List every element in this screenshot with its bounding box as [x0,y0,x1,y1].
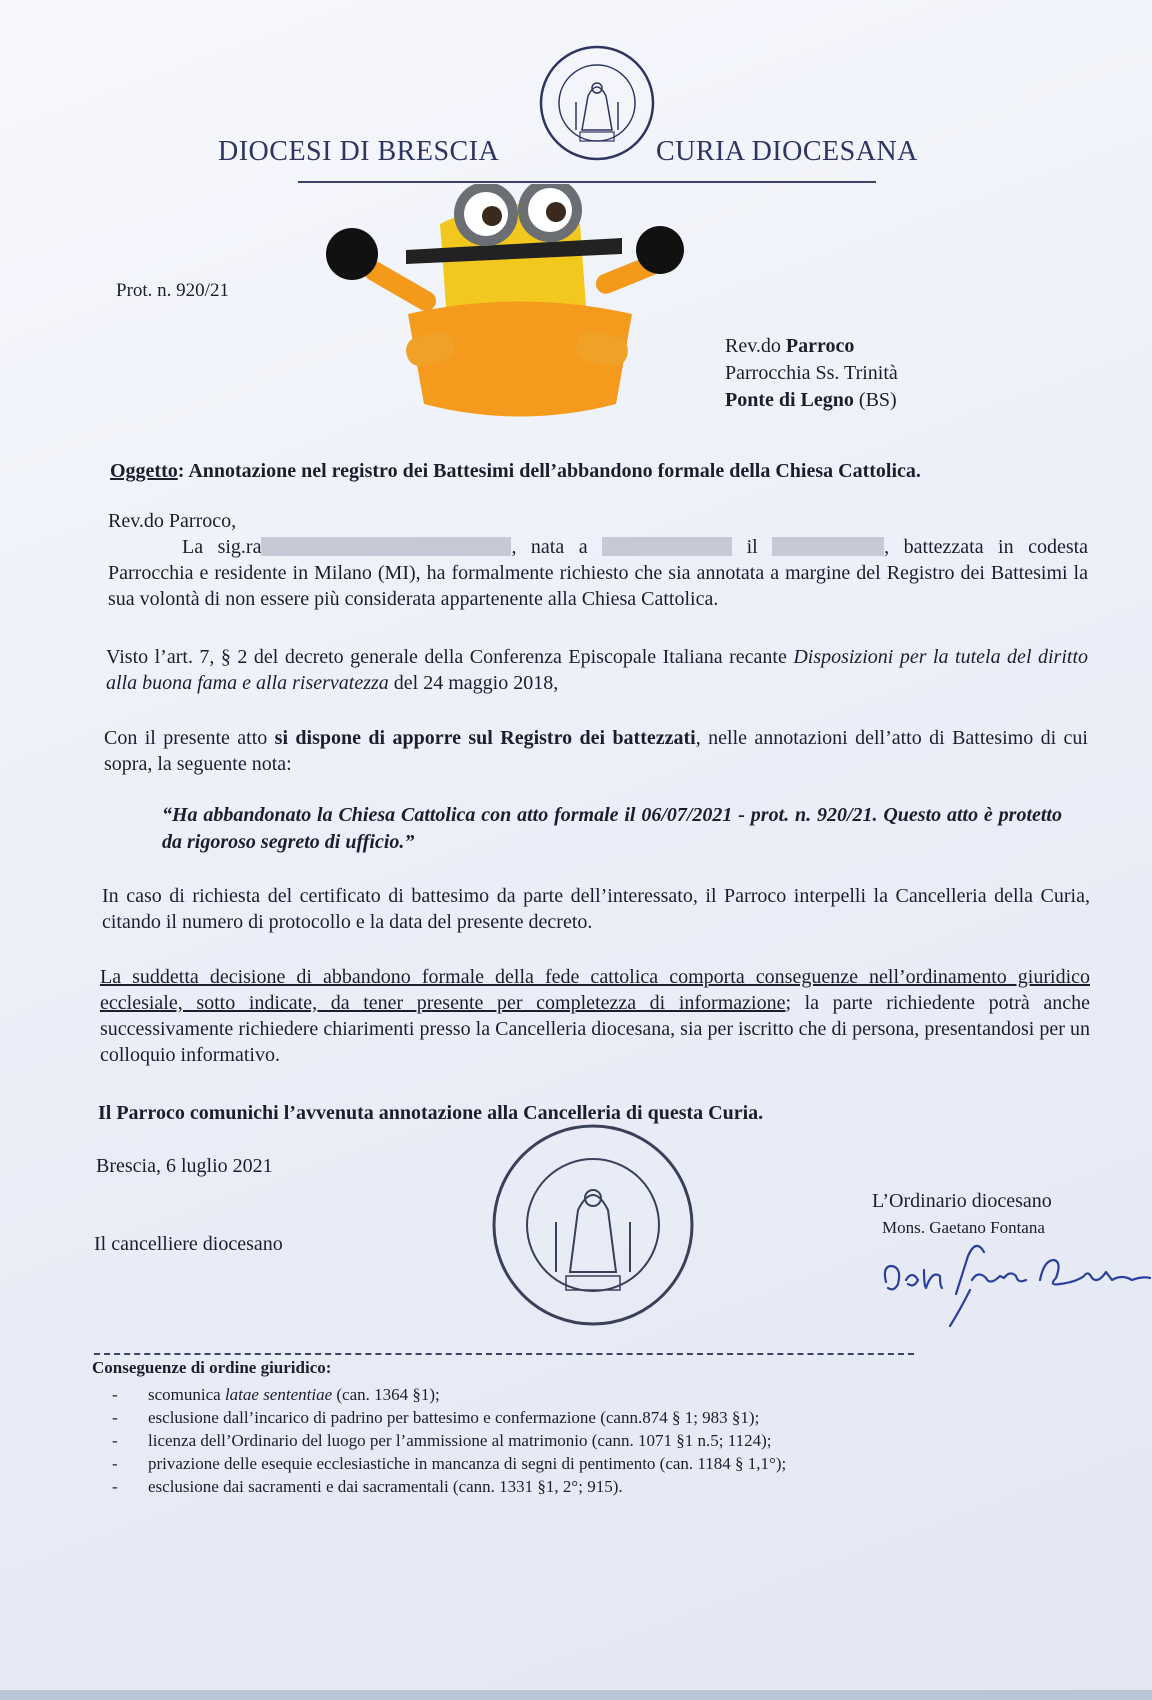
subject-line [110,460,921,483]
list-item: - privazione delle esequie ecclesiastiche in mancanza di segni di pentimento (can. 1184 § 1,1°); [108,1452,786,1475]
letterhead-rule [298,181,876,183]
redacted-birthplace [602,537,732,556]
handwritten-signature [880,1230,1152,1330]
redacted-birthdate [772,537,884,556]
consequences-list [108,1383,786,1498]
chancellor-label: Il cancelliere diocesano [94,1233,283,1255]
salutation: Rev.do Parroco, [108,510,237,532]
redacted-name [261,537,511,556]
paragraph-disposition: Con il presente atto si dispone di apporre sul Registro dei battezzati, nelle annotazioni dell’atto di Battesimo di cui sopra, la seguente nota: [104,727,1088,775]
diocese-seal-top [538,44,656,162]
list-item: - licenza dell’Ordinario del luogo per l’ammissione al matrimonio (cann. 1071 §1 n.5; 1124); [108,1429,786,1452]
curia-seal-stamp [490,1122,696,1328]
recipient-line-3: Ponte di Legno (BS) [725,389,897,411]
recipient-line-1: Rev.do Parroco [725,335,855,357]
section-divider [94,1353,914,1355]
protocol-number: Prot. n. 920/21 [116,280,229,301]
closing-instruction: Il Parroco comunichi l’avvenuta annotazione alla Cancelleria di questa Curia. [98,1102,764,1124]
consequences-title: Conseguenze di ordine giuridico: [92,1358,332,1377]
list-item: - scomunica latae sententiae (can. 1364 §1); [108,1383,786,1406]
subject-label: Oggetto [110,460,178,482]
paragraph-decree: Visto l’art. 7, § 2 del decreto generale della Conferenza Episcopale Italiana recante Disposizioni per la tutela del diritto alla buona fama e alla riservatezza del 24 maggio 2018, [106,646,1088,694]
list-item: - esclusione dai sacramenti e dai sacramentali (cann. 1331 §1, 2°; 915). [108,1475,786,1498]
list-item: - esclusione dall’incarico di padrino per battesimo e confermazione (cann.874 § 1; 983 §1); [108,1406,786,1429]
letterhead-curia: CURIA DIOCESANA [656,136,918,167]
paragraph-certificate: In caso di richiesta del certificato di battesimo da parte dell’interessato, il Parroco interpelli la Cancelleria della Curia, citando il numero di protocollo e la data del presente decreto. [102,885,1090,933]
date-place: Brescia, 6 luglio 2021 [96,1155,273,1177]
paragraph-request: La sig.ra , nata a il , battezzata in codesta Parrocchia e residente in Milano (MI), ha formalmente richiesto che sia annotata a margine del Registro dei Battesimi la sua volontà di non essere più considerata appartenente alla Chiesa Cattolica. [108,536,1089,610]
subject-text: : Annotazione nel registro dei Battesimi dell’abbandono formale della Chiesa Cattolica. [177,460,921,482]
recipient-line-2: Parrocchia Ss. Trinità [725,362,898,384]
minion-toy-photo [320,184,720,434]
recipient-address [725,333,898,414]
annotation-quote: “Ha abbandonato la Chiesa Cattolica con atto formale il 06/07/2021 - prot. n. 920/21. Questo atto è protetto da rigoroso segreto di ufficio.” [162,804,1062,853]
letterhead-diocese: DIOCESI DI BRESCIA [218,136,500,167]
paragraph-consequences: La suddetta decisione di abbandono formale della fede cattolica comporta conseguenze nell’ordinamento giuridico ecclesiale, sotto indicate, da tener presente per completezza di informazione; la parte richiedente potrà anche successivamente richiedere chiarimenti presso la Cancelleria diocesana, sia per iscritto che di persona, presentandosi per un colloquio informativo. [100,966,1090,1066]
ordinary-title: L’Ordinario diocesano [872,1190,1052,1212]
ordinary-name: Mons. Gaetano Fontana [882,1218,1045,1237]
